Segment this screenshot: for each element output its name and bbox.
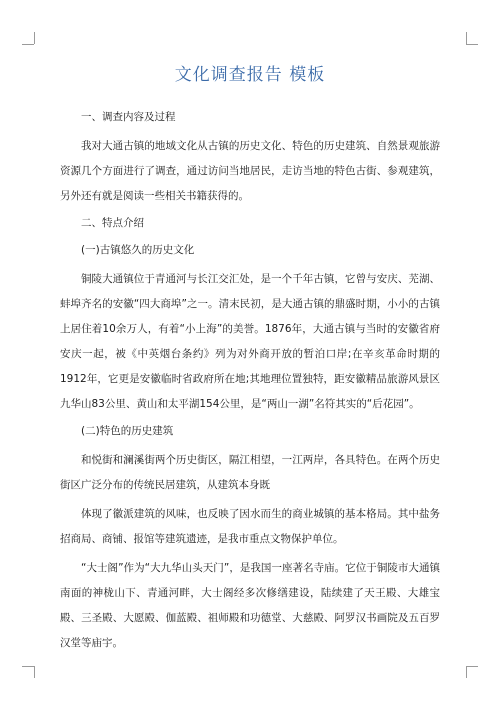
paragraph-2: 铜陵大通镇位于青通河与长江交汇处，是一个千年古镇，它曾与安庆、芜湖、蚌埠齐名的安徽“四大商埠”之一。清末民初，是大通古镇的鼎盛时期，小小的古镇上居住着10余万人，有着“小上海”的美誉。1876年，大通古镇与当时的安徽省府安庆一起，被《中英烟台条约》列为对外商开放的暂泊口岸;在辛亥革命时期的1912年，它更是安徽临时省政府所在地;其地理位置独特，距安徽精品旅游风景区九华山83公里、黄山和太平湖154公里，是“两山一湖”名符其实的“后花园”。 [60, 273, 440, 410]
document-body [60, 60, 440, 660]
paragraph-4: 体现了徽派建筑的风味，也反映了因水而生的商业城镇的基本格局。其中盐务招商局、商铺、报馆等建筑遗迹，是我市重点文物保护单位。 [60, 508, 440, 545]
crop-mark-top-left-h [22, 44, 34, 45]
paragraph-3: 和悦街和澜溪街两个历史街区，隔江相望，一江两岸，各具特色。在两个历史街区广泛分布的传统民居建筑，从建筑本身既 [60, 454, 440, 491]
crop-mark-bottom-right-v [466, 666, 467, 678]
crop-mark-top-left-v [34, 32, 35, 44]
section-heading-1: 一、调查内容及过程 [81, 111, 176, 123]
paragraph-1: 我对大通古镇的地域文化从古镇的历史文化、特色的历史建筑、自然景观旅游资源几个方面进行了调查，通过访问当地居民，走访当地的特色古街、参观建筑，另外还有就是阅读一些相关书籍获得的。 [60, 140, 440, 202]
crop-mark-top-right-v [466, 32, 467, 44]
section-heading-2: 二、特点介绍 [81, 217, 144, 229]
document-title: 文化调查报告 模板 [174, 65, 326, 85]
paragraph-5: “大士阁”作为“大九华山头天门”，是我国一座著名寺庙。它位于铜陵市大通镇南面的神栊山下、青通河畔，大士阁经多次修缮建设，陆续建了天王殿、大雄宝殿、三圣殿、大愿殿、伽蓝殿、祖师殿和功德堂、大慈殿、阿罗汉书画院及五百罗汉堂等庙宇。 [60, 562, 440, 649]
subsection-heading-1: (一)古镇悠久的历史文化 [81, 244, 195, 256]
crop-mark-top-right-h [466, 44, 478, 45]
crop-mark-bottom-left-h [22, 666, 34, 667]
crop-mark-bottom-right-h [466, 666, 478, 667]
subsection-heading-2: (二)特色的历史建筑 [81, 425, 174, 437]
crop-mark-bottom-left-v [34, 666, 35, 678]
